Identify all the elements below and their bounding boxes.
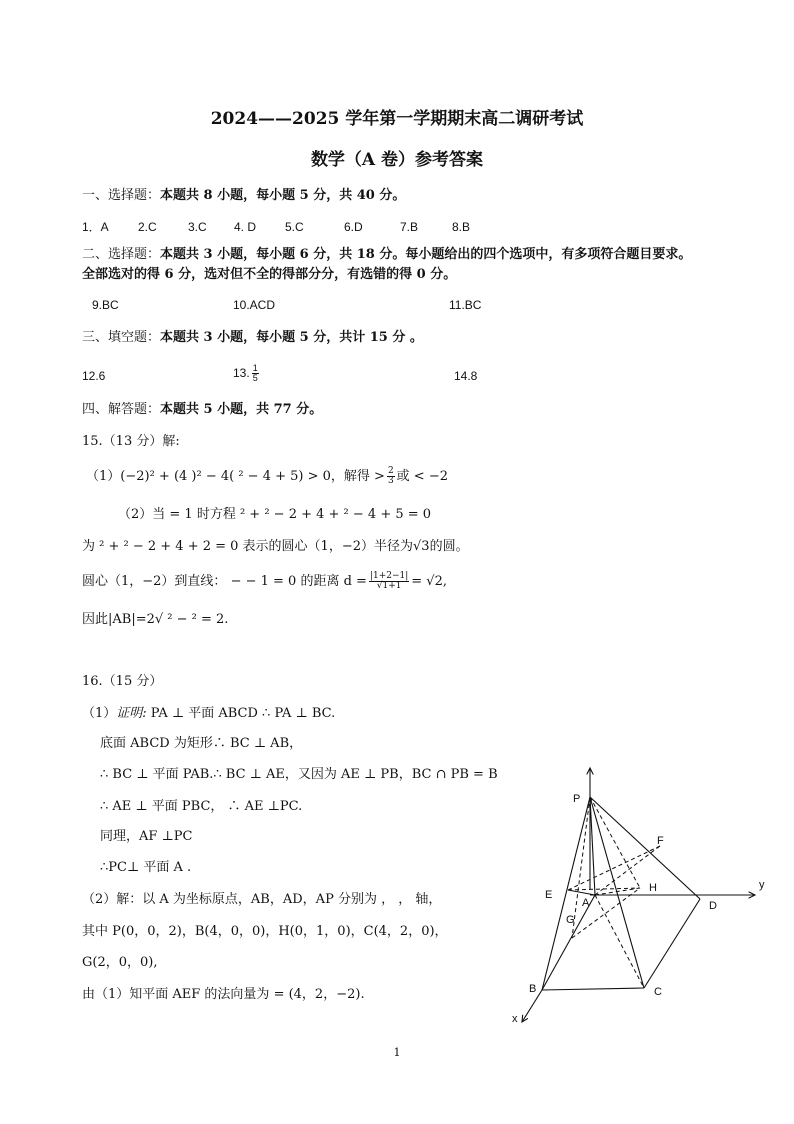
- edge-AE: [568, 890, 595, 895]
- section1-heading: 一、选择题：本题共 8 小题，每小题 5 分，共 40 分。: [82, 188, 406, 203]
- label-P: P: [573, 793, 581, 805]
- answer-1: 1．A: [82, 220, 109, 234]
- section2-line2: 全部选对的得 6 分，选对但不全的得部分分，有选错的得 0 分。: [82, 267, 457, 282]
- section3-answers: [82, 364, 522, 390]
- section4-heading: 四、解答题：本题共 5 小题，共 77 分。: [82, 402, 323, 417]
- dash-PH: [590, 797, 640, 888]
- page-title: 2024——2025 学年第一学期期末高二调研考试: [210, 109, 584, 129]
- q16-heading: 16.（15 分）: [82, 674, 163, 689]
- dash-AC: [595, 895, 644, 988]
- answer-6: 6.D: [344, 220, 363, 234]
- q16-line3: ∴ BC ⊥ 平面 PAB.∴ BC ⊥ AE，又因为 AE ⊥ PB，BC ∩ PB = B: [100, 767, 498, 782]
- answer-12: 12.6: [82, 369, 106, 383]
- answer-9: 9.BC: [92, 298, 119, 312]
- q16-line8: 其中 P(0，0，2)，B(4，0，0)，H(0，1，0)，C(4，2，0)，: [82, 924, 448, 939]
- q15-part1: （1）(−2)² + (4 )² − 4( ² − 4 + 5) > 0，解得 > $\frac{2}{3}$ 或 < −2: [86, 466, 448, 486]
- label-F: F: [657, 835, 664, 847]
- answer-14: 14.8: [454, 369, 478, 383]
- q16-line6: ∴PC⊥ 平面 A .: [100, 860, 192, 875]
- label-G: G: [566, 914, 575, 926]
- answer-5: 5.C: [285, 220, 304, 234]
- q15-line4: 圆心（1，−2）到直线： − − 1 = 0 的距离 d = $\frac{|1+2-1|}{√1+1}$ = √2,: [82, 571, 447, 591]
- label-D: D: [709, 900, 717, 912]
- label-E: E: [545, 889, 553, 901]
- section2-heading: 二、选择题：本题共 3 小题，每小题 6 分，共 18 分。每小题给出的四个选项中，有多项符合题目要求。: [82, 247, 692, 262]
- q16-line7: （2）解：以 A 为坐标原点，AB，AD，AP 分别为 ， ， 轴，: [82, 892, 442, 907]
- q15-line3: 为 ² + ² − 2 + 4 + 2 = 0 表示的圆心（1，−2）半径为√3的圆。: [82, 539, 469, 554]
- answer-11: 11.BC: [449, 298, 482, 312]
- answer-2: 2.C: [138, 220, 157, 234]
- q16-line9: G(2，0，0),: [82, 955, 158, 970]
- q16-line4: ∴ AE ⊥ 平面 PBC， ∴ AE ⊥PC.: [100, 799, 303, 814]
- label-H: H: [649, 882, 657, 894]
- dash-PG: [572, 797, 590, 938]
- answer-8: 8.B: [452, 220, 471, 234]
- edge-BC: [542, 988, 644, 990]
- label-C: C: [654, 986, 662, 998]
- label-x: x: [512, 1013, 518, 1025]
- answer-10: 10.ACD: [233, 298, 276, 312]
- page-number: 1: [393, 1046, 401, 1059]
- q15-heading: 15.（13 分）解:: [82, 434, 180, 449]
- q15-line5: 因此|AB|=2√ ² − ² = 2.: [82, 612, 229, 627]
- pyramid-figure: [500, 760, 790, 1030]
- label-A: A: [582, 897, 590, 909]
- page-subtitle: 数学（A 卷）参考答案: [310, 150, 484, 170]
- answer-4: 4. D: [234, 220, 257, 234]
- answer-3: 3.C: [188, 220, 207, 234]
- q15-part2: （2）当 = 1 时方程 ² + ² − 2 + 4 + ² − 4 + 5 = 0: [118, 507, 432, 522]
- label-B: B: [529, 983, 537, 995]
- edge-PD: [590, 797, 700, 899]
- q16-line10: 由（1）知平面 AEF 的法向量为 = (4，2，−2).: [82, 987, 365, 1002]
- q16-line2: 底面 ABCD 为矩形∴ BC ⊥ AB，: [100, 736, 303, 751]
- answer-13: 13. $\frac{1}{5}$: [233, 363, 258, 384]
- label-y: y: [759, 879, 765, 891]
- q16-line1: （1）证明: PA ⊥ 平面 ABCD ∴ PA ⊥ BC.: [82, 706, 336, 721]
- section3-heading: 三、填空题：本题共 3 小题，每小题 5 分，共计 15 分 。: [82, 330, 423, 345]
- edge-CD: [644, 899, 700, 988]
- q16-line5: 同理，AF ⊥PC: [100, 829, 193, 844]
- answer-7: 7.B: [400, 220, 419, 234]
- edge-AB: [542, 895, 595, 990]
